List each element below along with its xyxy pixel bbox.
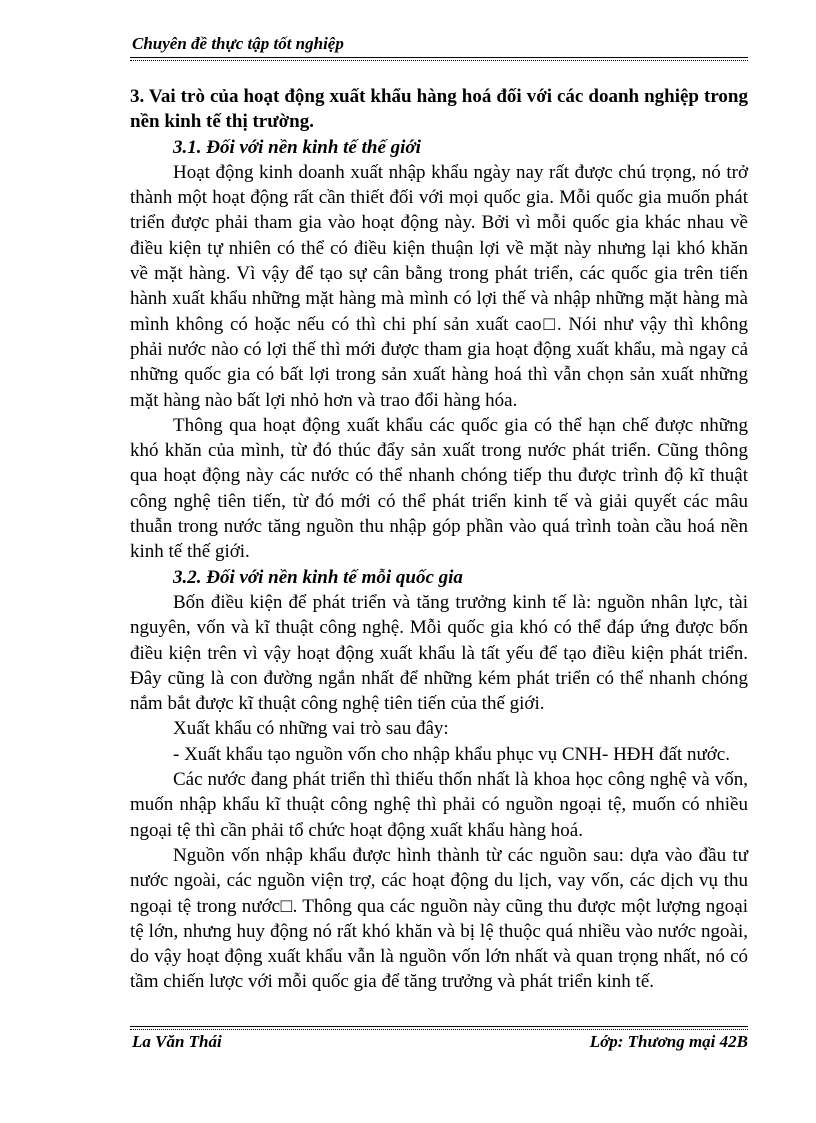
document-body	[130, 84, 748, 995]
paragraph: Xuất khẩu có những vai trò sau đây:	[173, 718, 449, 740]
subheading-3-2: 3.2. Đối với nền kinh tế mỗi quốc gia	[173, 566, 463, 588]
header-rule-dotted	[130, 60, 748, 61]
footer-class-label: Lớp: Thương mại 42B	[589, 1032, 748, 1051]
paragraph: - Xuất khẩu tạo nguồn vốn cho nhập khẩu phục vụ CNH- HĐH đất nước.	[173, 743, 730, 765]
paragraph: Nguồn vốn nhập khẩu được hình thành từ các nguồn sau: dựa vào đầu tư nước ngoài, các nguồn viện trợ, các hoạt động du lịch, vay vốn, các dịch vụ thu ngoại tệ trong nước□. Thông qua các nguồn này cũng thu được một lượng ngoại tệ lớn, nhưng huy động nó rất khó khăn và bị lệ thuộc quá nhiều vào nước ngoài, do vậy hoạt động xuất khẩu vẫn là nguồn vốn lớn nhất và quan trọng nhất, nó có tầm chiến lược với mỗi quốc gia để tăng trưởng và phát triển kinh tế.	[130, 844, 748, 993]
subheading-3-1: 3.1. Đối với nền kinh tế thế giới	[173, 136, 421, 158]
header-rule-solid	[130, 57, 748, 58]
footer-row	[130, 1030, 748, 1052]
paragraph: Hoạt động kinh doanh xuất nhập khẩu ngày nay rất được chú trọng, nó trở thành một hoạt động rất cần thiết đối với mọi quốc gia. Mỗi quốc gia muốn phát triển được phải tham gia vào hoạt động này. Bởi vì mỗi quốc gia khác nhau về điều kiện tự nhiên có thể có điều kiện thuận lợi về mặt này nhưng lại khó khăn về mặt hàng. Vì vậy để tạo sự cân bằng trong phát triển, các quốc gia trên tiến hành xuất khẩu những mặt hàng mà mình có lợi thế và nhập những mặt hàng mà mình không có hoặc nếu có thì chi phí sản xuất cao□. Nói như vậy thì không phải nước nào có lợi thế thì mới được tham gia hoạt động xuất khẩu, mà ngay cả những quốc gia có bất lợi trong sản xuất hàng hoá thì vẫn chọn sản xuất những mặt hàng nào bất lợi nhỏ hơn và trao đổi hàng hóa.	[130, 161, 748, 411]
page-header	[130, 34, 748, 61]
paragraph: Bốn điều kiện để phát triển và tăng trưởng kinh tế là: nguồn nhân lực, tài nguyên, vốn và kĩ thuật công nghệ. Mỗi quốc gia khó có thể đáp ứng được bốn điều kiện trên vì vậy hoạt động xuất khẩu là tất yếu để tạo điều kiện phát triển. Đây cũng là con đường ngắn nhất để những kém phát triển có thể nhanh chóng nắm bắt được kĩ thuật công nghệ tiên tiến của thế giới.	[130, 591, 748, 715]
header-title: Chuyên đề thực tập tốt nghiệp	[132, 34, 344, 53]
footer-author: La Văn Thái	[132, 1032, 222, 1051]
section-heading: 3. Vai trò của hoạt động xuất khẩu hàng hoá đối với các doanh nghiệp trong nền kinh tế thị trường.	[130, 86, 748, 133]
page-footer	[130, 1026, 748, 1052]
paragraph: Thông qua hoạt động xuất khẩu các quốc gia có thể hạn chế được những khó khăn của mình, từ đó thúc đẩy sản xuất trong nước phát triển. Cũng thông qua hoạt động này các nước có thể nhanh chóng tiếp thu được trình độ kĩ thuật công nghệ tiên tiến, từ đó mới có thể phát triển kinh tế và giải quyết các mâu thuẫn trong nước tăng nguồn thu nhập góp phần vào quá trình toàn cầu hoá nền kinh tế thế giới.	[130, 414, 748, 563]
paragraph: Các nước đang phát triển thì thiếu thốn nhất là khoa học công nghệ và vốn, muốn nhập khẩu kĩ thuật công nghệ thì phải có nguồn ngoại tệ, muốn có nhiều ngoại tệ thì cần phải tổ chức hoạt động xuất khẩu hàng hoá.	[130, 769, 748, 841]
footer-rule-solid	[130, 1026, 748, 1027]
